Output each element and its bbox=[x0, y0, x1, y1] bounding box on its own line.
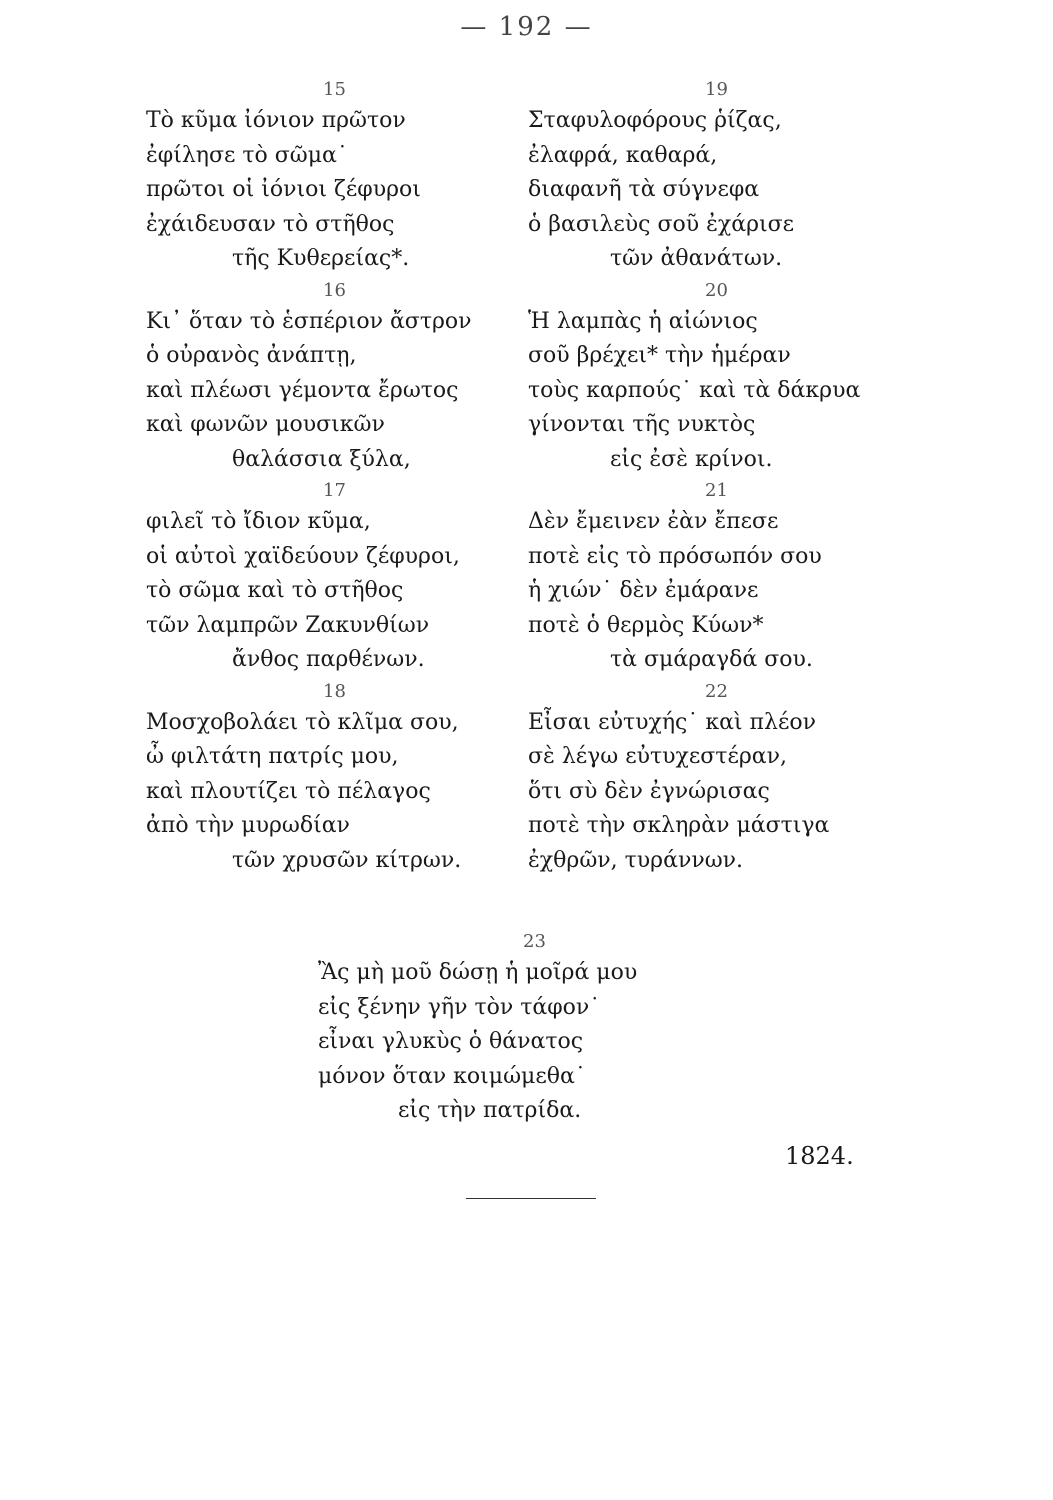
verse-line: ὅτι σὺ δὲν ἐγνώρισας bbox=[528, 778, 770, 804]
stanza-number: 15 bbox=[323, 79, 346, 100]
stanza-22 bbox=[528, 678, 928, 879]
verse-line: τὸ σῶμα καὶ τὸ στῆθος bbox=[146, 578, 404, 603]
verse-line: ὁ βασιλεὺς σοῦ ἐχάρισε bbox=[528, 211, 795, 237]
stanza-19 bbox=[528, 76, 928, 277]
verse-line: τῶν ἀθανάτων. bbox=[610, 246, 783, 271]
verse-line: ὁ οὐρανὸς ἀνάπτῃ, bbox=[146, 343, 357, 368]
verse-line: φιλεῖ τὸ ἴδιον κῦμα, bbox=[146, 509, 371, 534]
stanza-number: 23 bbox=[523, 931, 546, 952]
verse-line: ἀπὸ τὴν μυρωδίαν bbox=[146, 813, 350, 838]
verse-line: Εἶσαι εὐτυχής˙ καὶ πλέον bbox=[528, 709, 816, 735]
verse-line: ἐλαφρά, καθαρά, bbox=[528, 142, 718, 168]
verse-line: καὶ πλέωσι γέμοντα ἔρωτος bbox=[146, 377, 459, 403]
verse-line: Μοσχοβολάει τὸ κλῖμα σου, bbox=[146, 709, 459, 735]
verse-line: γίνονται τῆς νυκτὸς bbox=[528, 412, 756, 437]
stanza-number: 22 bbox=[705, 680, 728, 702]
stanza-20 bbox=[528, 277, 928, 478]
verse-line: καὶ πλουτίζει τὸ πέλαγος bbox=[146, 778, 431, 804]
verse-line: ἐφίλησε τὸ σῶμα˙ bbox=[146, 142, 348, 168]
verse-line: Ἂς μὴ μοῦ δώσῃ ἡ μοῖρά μου bbox=[318, 960, 638, 985]
verse-line: τὰ σμάραγδά σου. bbox=[610, 647, 813, 672]
verse-line: πρῶτοι οἱ ἰόνιοι ζέφυροι bbox=[146, 177, 421, 202]
verse-line: ποτὲ εἰς τὸ πρόσωπόν σου bbox=[528, 543, 822, 569]
right-column bbox=[528, 76, 928, 878]
end-rule bbox=[466, 1198, 596, 1199]
stanza-number: 21 bbox=[705, 480, 728, 501]
left-column bbox=[146, 76, 546, 878]
verse-line: διαφανῆ τὰ σύγνεφα bbox=[528, 177, 760, 202]
verse-line: Δὲν ἔμεινεν ἐὰν ἔπεσε bbox=[528, 509, 779, 534]
verse-line: ποτὲ ὁ θερμὸς Κύων* bbox=[528, 612, 764, 638]
verse-line: ἐχθρῶν, τυράννων. bbox=[528, 847, 744, 873]
verse-line: τοὺς καρπούς˙ καὶ τὰ δάκρυα bbox=[528, 377, 861, 403]
stanza-23 bbox=[318, 928, 738, 1129]
verse-line: σοῦ βρέχει* τὴν ἡμέραν bbox=[528, 343, 791, 368]
verse-line: εἰς τὴν πατρίδα. bbox=[398, 1098, 582, 1123]
verse-line: καὶ φωνῶν μουσικῶν bbox=[146, 412, 385, 437]
verse-line: ποτὲ τὴν σκληρὰν μάστιγα bbox=[528, 813, 830, 838]
stanza-18 bbox=[146, 678, 546, 879]
verse-line: ἐχάιδευσαν τὸ στῆθος bbox=[146, 211, 395, 237]
stanza-21 bbox=[528, 477, 928, 678]
verse-line: εἰς ξένην γῆν τὸν τάφον˙ bbox=[318, 994, 601, 1020]
verse-line: τῆς Κυθερείας*. bbox=[232, 246, 410, 271]
page-number: — 192 — bbox=[460, 12, 593, 42]
stanza-number: 16 bbox=[323, 279, 346, 301]
stanza-16 bbox=[146, 277, 546, 478]
verse-line: τῶν χρυσῶν κίτρων. bbox=[232, 847, 462, 873]
verse-line: σὲ λέγω εὐτυχεστέραν, bbox=[528, 744, 788, 769]
date: 1824. bbox=[785, 1142, 854, 1170]
stanza-number: 18 bbox=[323, 680, 346, 702]
stanza-15 bbox=[146, 76, 546, 277]
verse-line: Κι᾽ ὅταν τὸ ἑσπέριον ἄστρον bbox=[146, 308, 472, 334]
verse-line: θαλάσσια ξύλα, bbox=[232, 446, 411, 472]
verse-line: ἄνθος παρθένων. bbox=[232, 647, 425, 672]
stanza-number: 20 bbox=[705, 279, 728, 301]
verse-line: Τὸ κῦμα ἰόνιον πρῶτον bbox=[146, 108, 406, 133]
verse-line: μόνον ὅταν κοιμώμεθα˙ bbox=[318, 1063, 586, 1089]
verse-line: τῶν λαμπρῶν Ζακυνθίων bbox=[146, 612, 430, 638]
stanza-number: 19 bbox=[705, 79, 728, 100]
verse-line: ὦ φιλτάτη πατρίς μου, bbox=[146, 744, 399, 769]
verse-line: εἰς ἐσὲ κρίνοι. bbox=[610, 446, 773, 472]
verse-line: Ἡ λαμπὰς ἡ αἰώνιος bbox=[528, 308, 758, 334]
verse-line: οἱ αὐτοὶ χαϊδεύουν ζέφυροι, bbox=[146, 543, 460, 569]
verse-line: ἡ χιών˙ δὲν ἐμάρανε bbox=[528, 578, 759, 603]
verse-line: εἶναι γλυκὺς ὁ θάνατος bbox=[318, 1029, 584, 1054]
stanza-number: 17 bbox=[323, 480, 346, 501]
stanza-17 bbox=[146, 477, 546, 678]
verse-line: Σταφυλοφόρους ῥίζας, bbox=[528, 108, 782, 133]
